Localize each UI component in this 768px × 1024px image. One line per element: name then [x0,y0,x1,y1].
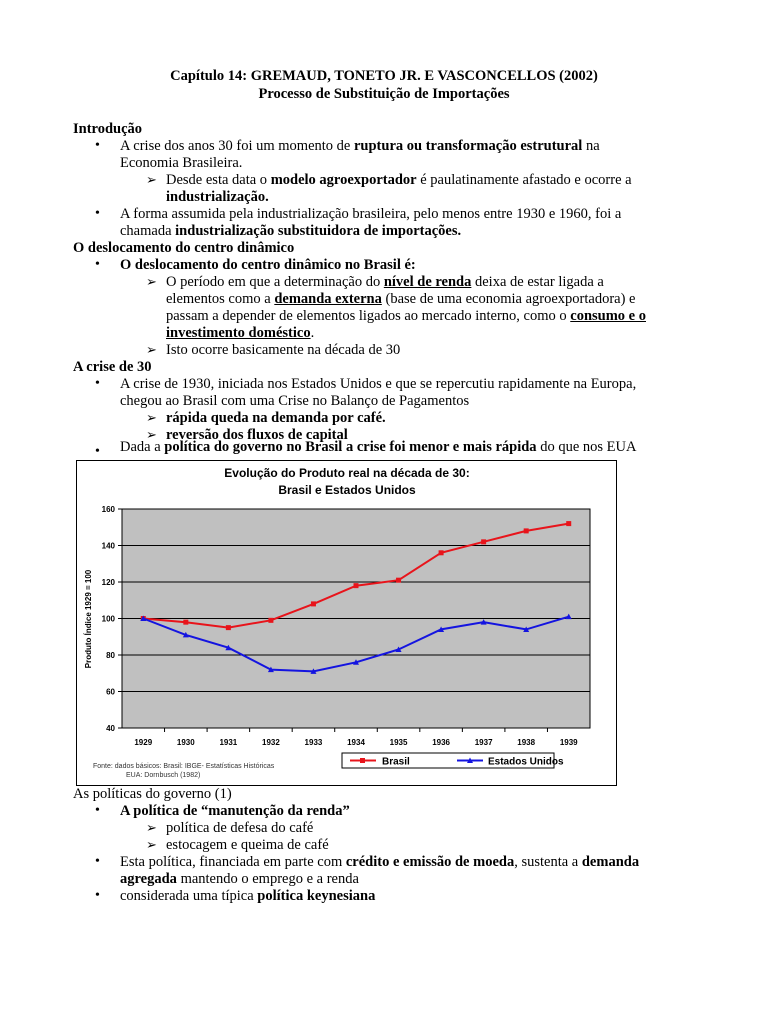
intro-bullet-1-line-2: Economia Brasileira. [120,155,243,171]
x-tick-label: 1937 [474,738,493,747]
deslocamento-sub-2: Isto ocorre basicamente na década de 30 [166,342,401,358]
intro-sub-1-line-1: Desde esta data o modelo agroexportador é paulatinamente afastado e ocorre a [166,172,632,188]
y-tick-label: 100 [101,614,115,624]
deslocamento-sub-1-line-3: passam a depender de elementos ligados ao mercado interno, como o consumo e o [166,308,646,324]
legend-marker-brasil [360,758,365,763]
y-axis-ticks [102,505,122,733]
arrow-icon: ➢ [146,837,157,852]
crise-sub-1: rápida queda na demanda por café. [166,410,386,426]
y-tick-label: 120 [101,578,115,587]
data-point-brasil [396,578,401,583]
bullet-icon: • [95,138,100,153]
x-tick-label: 1930 [176,738,195,747]
heading-deslocamento: O deslocamento do centro dinâmico [73,240,295,256]
chart-container [76,460,617,786]
y-tick-label: 60 [106,687,115,697]
y-tick-label: 160 [101,505,115,514]
line-chart [77,461,616,785]
x-tick-label: 1933 [304,738,323,747]
data-point-brasil [226,625,231,630]
chart-title: Evolução do Produto real na década de 30: [224,466,470,480]
intro-bullet-2-line-2: chamada industrialização substituidora de importações. [120,223,462,239]
intro-sub-1-line-2: industrialização. [166,189,269,205]
deslocamento-bullet-1: O deslocamento do centro dinâmico no Brasil é: [120,257,416,273]
legend-label-eua: Estados Unidos [488,756,564,768]
x-tick-label: 1938 [517,738,536,747]
politicas-sub-2: estocagem e queima de café [166,837,329,853]
bullet-icon: • [95,257,100,272]
crise-bullet-2: Dada a política do governo no Brasil a crise foi menor e mais rápida do que nos EUA [120,439,637,455]
arrow-icon: ➢ [146,274,157,289]
data-point-brasil [566,521,571,526]
politicas-bullet-2-line-2: agregada mantendo o emprego e a renda [120,871,359,887]
y-tick-label: 140 [101,541,115,551]
y-tick-label: 80 [106,651,115,660]
crise-sub-2: reversão dos fluxos de capital [166,427,348,443]
chart-legend [342,753,564,768]
bullet-icon: • [95,854,100,869]
legend-label-brasil: Brasil [382,756,410,768]
arrow-icon: ➢ [146,427,157,442]
arrow-icon: ➢ [146,820,157,835]
bullet-icon: • [95,444,100,459]
heading-crise: A crise de 30 [73,359,152,375]
chapter-subtitle: Processo de Substituição de Importações [258,86,510,102]
heading-introducao: Introdução [73,121,143,137]
chart-source-line-1: Fonte: dados básicos: Brasil: IBGE- Estatísticas Históricas [93,763,275,770]
deslocamento-sub-1-line-4: investimento doméstico. [166,325,315,341]
politicas-bullet-3: considerada uma típica política keynesiana [120,888,376,904]
data-point-brasil [268,618,273,623]
intro-bullet-1-line-1: A crise dos anos 30 foi um momento de ruptura ou transformação estrutural na [120,138,600,154]
x-axis-ticks [134,728,578,747]
bullet-icon: • [95,803,100,818]
data-point-brasil [481,539,486,544]
y-axis-label: Produto Índice 1929 = 100 [84,569,93,669]
x-tick-label: 1931 [219,738,238,747]
deslocamento-sub-1-line-2: elementos como a demanda externa (base de uma economia agroexportadora) e [166,291,636,307]
crise-bullet-1-line-2: chegou ao Brasil com uma Crise no Balanço de Pagamentos [120,393,470,409]
x-tick-label: 1932 [262,738,280,747]
deslocamento-sub-1-line-1: O período em que a determinação do nível de renda deixa de estar ligada a [166,274,604,290]
x-tick-label: 1935 [389,738,408,747]
y-tick-label: 40 [106,724,115,733]
data-point-brasil [524,528,529,533]
crise-bullet-1-line-1: A crise de 1930, iniciada nos Estados Unidos e que se repercutiu rapidamente na Europa, [120,376,637,392]
x-tick-label: 1936 [432,738,450,747]
intro-bullet-2-line-1: A forma assumida pela industrialização brasileira, pelo menos entre 1930 e 1960, foi a [120,206,622,222]
bullet-icon: • [95,888,100,903]
x-tick-label: 1929 [134,738,153,747]
data-point-brasil [354,583,359,588]
politicas-bullet-1: A política de “manutenção da renda” [120,803,350,819]
chapter-title: Capítulo 14: GREMAUD, TONETO JR. E VASCONCELLOS (2002) [170,68,598,84]
x-tick-label: 1939 [559,738,578,747]
bullet-icon: • [95,376,100,391]
heading-politicas: As políticas do governo (1) [73,786,232,802]
x-tick-label: 1934 [347,738,365,747]
chart-source-line-2: EUA: Dornbusch (1982) [126,772,201,779]
arrow-icon: ➢ [146,410,157,425]
data-point-brasil [439,550,444,555]
data-point-brasil [183,620,188,625]
arrow-icon: ➢ [146,342,157,357]
bullet-icon: • [95,206,100,221]
politicas-bullet-2-line-1: Esta política, financiada em parte com crédito e emissão de moeda, sustenta a demanda [120,854,640,870]
politicas-sub-1: política de defesa do café [166,820,314,836]
chart-subtitle: Brasil e Estados Unidos [278,483,416,497]
arrow-icon: ➢ [146,172,157,187]
data-point-brasil [311,601,316,606]
